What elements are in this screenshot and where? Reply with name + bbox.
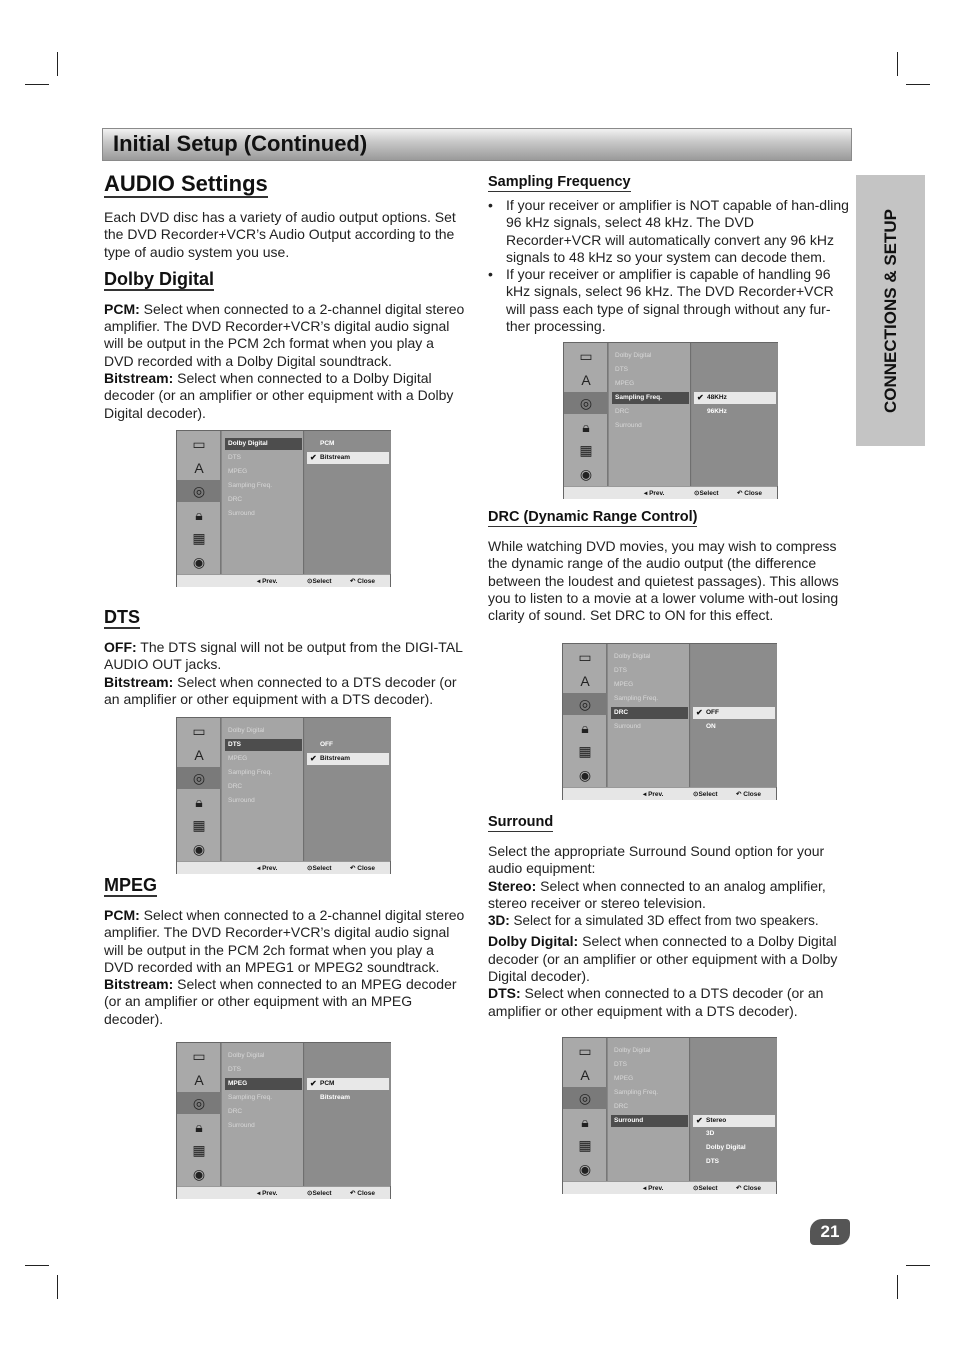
header-bar (102, 128, 852, 161)
osd-option-item[interactable] (693, 1156, 775, 1168)
osd-sampling-freq (563, 342, 778, 499)
section-title: AUDIO Settings (104, 171, 268, 196)
osd-menu-item[interactable]: Surround (228, 509, 255, 517)
audio-disc-icon[interactable]: ◎ (564, 392, 608, 414)
language-icon[interactable]: A (580, 1066, 590, 1083)
select-hint: ⊙Select (694, 490, 719, 497)
drc-text: While watching DVD movies, you may wish to compress the dynamic range of the audio output (the difference between the loudest and quietest passages). This allows you to listen to a movie at a lower volume with-out losing clarity of sound. Set DRC to ON for this effect. (488, 538, 839, 624)
osd-option-list (305, 718, 391, 861)
term-text: Select when connected to a Dolby Digital decoder (or an amplifier or other equipment with a Dolby Digital decoder). (488, 933, 838, 985)
term-label: 3D: (488, 913, 510, 929)
osd-menu-item[interactable]: Dolby Digital (228, 1052, 265, 1059)
osd-option-item[interactable] (693, 707, 775, 719)
disc-icon[interactable]: ◉ (192, 840, 206, 857)
osd-menu-item[interactable]: MPEG (228, 467, 248, 475)
osd-option-label: 3D (706, 1130, 715, 1138)
osd-icon-strip (177, 1043, 221, 1186)
osd-dolby-digital (176, 430, 391, 587)
lock-icon[interactable]: 🔒︎ (581, 1113, 589, 1130)
disc-icon[interactable]: ◉ (579, 465, 593, 482)
osd-menu-item[interactable]: DRC (615, 407, 630, 415)
osd-icon-strip (564, 343, 608, 486)
osd-option-label: ON (706, 722, 716, 730)
osd-option-list (305, 1043, 391, 1186)
term-label: PCM: (104, 907, 140, 923)
osd-footer (177, 1186, 390, 1199)
osd-menu-item[interactable]: Dolby Digital (225, 438, 302, 450)
prev-hint: ◂ Prev. (257, 578, 278, 585)
mpeg-pcm-text (104, 907, 466, 976)
osd-menu-list (222, 1043, 304, 1186)
dolby-pcm-text (104, 301, 466, 370)
audio-disc-icon[interactable]: ◎ (177, 480, 221, 502)
osd-option-list (692, 343, 778, 486)
osd-option-label: Dolby Digital (706, 1144, 746, 1152)
mpeg-section (104, 875, 466, 1028)
term-text: Select when connected to a Dolby Digital decoder (or an amplifier or other equipment with a Dolby Digital decoder). (104, 370, 454, 421)
drc-heading: DRC (Dynamic Range Control) (488, 509, 698, 525)
osd-option-label: 48KHz (707, 393, 727, 401)
select-hint: ⊙Select (307, 865, 332, 872)
surround-dts-text (488, 985, 852, 1020)
osd-option-item[interactable] (693, 1142, 775, 1154)
select-hint: ⊙Select (693, 1185, 718, 1192)
osd-menu-item[interactable]: DRC (614, 1102, 629, 1110)
recording-icon[interactable]: ▦ (578, 1137, 592, 1153)
osd-menu-item[interactable]: DRC (228, 782, 243, 790)
osd-menu-item[interactable]: Surround (614, 722, 641, 730)
dts-bitstream-text (104, 674, 466, 709)
term-label: Dolby Digital: (488, 933, 579, 950)
osd-footer (177, 574, 390, 587)
language-icon[interactable]: A (194, 1071, 204, 1088)
recording-icon[interactable]: ▦ (192, 530, 206, 546)
osd-option-item[interactable] (307, 1092, 389, 1104)
select-hint: ⊙Select (693, 791, 718, 798)
osd-option-label: OFF (706, 708, 719, 716)
audio-disc-icon[interactable]: ◎ (177, 1092, 221, 1114)
osd-menu-list (222, 718, 304, 861)
osd-option-label: DTS (706, 1158, 719, 1166)
checkmark-icon: ✔ (310, 1078, 317, 1088)
osd-icon-strip (177, 718, 221, 861)
osd-option-item[interactable] (694, 406, 776, 418)
surround-section (488, 813, 852, 1020)
tv-icon[interactable]: ▭ (578, 649, 592, 665)
osd-mpeg (176, 1042, 391, 1199)
lock-icon[interactable]: 🔒︎ (581, 719, 589, 736)
tv-icon[interactable]: ▭ (578, 1043, 592, 1059)
osd-footer (563, 1181, 776, 1194)
term-text: Select when connected to a DTS decoder (or an amplifier or other equipment with a DTS decoder). (488, 985, 824, 1019)
osd-menu-item[interactable]: Sampling Freq. (228, 768, 273, 776)
prev-hint: ◂ Prev. (644, 490, 665, 497)
section-tab (856, 175, 925, 446)
term-text: Select for a simulated 3D effect from two speakers. (509, 913, 819, 929)
osd-option-item[interactable] (693, 1115, 775, 1127)
mpeg-bitstream-text (104, 976, 466, 1028)
osd-menu-item[interactable]: MPEG (614, 680, 634, 688)
osd-footer (177, 861, 390, 874)
recording-icon[interactable]: ▦ (579, 442, 593, 458)
term-text: Select when connected to a 2-channel digital stereo amplifier. The DVD Recorder+VCR’s digital audio signal will be output in the PCM 2ch format when you play a DVD recorded with a Dolby Digital soundtrack. (104, 300, 465, 369)
term-text: Select when connected to a 2-channel digital stereo amplifier. The DVD Recorder+VCR’s digital audio signal will be output in the PCM 2ch format when you play a DVD recorded with an MPEG1 or MPEG2 soundtrack. (104, 907, 465, 975)
recording-icon[interactable]: ▦ (578, 743, 592, 759)
close-hint: ↶ Close (350, 1190, 375, 1197)
osd-option-list (691, 644, 777, 787)
prev-hint: ◂ Prev. (643, 1185, 664, 1192)
language-icon[interactable]: A (194, 746, 204, 763)
osd-option-label: Stereo (706, 1116, 727, 1124)
crop-mark (897, 1275, 898, 1299)
osd-icon-strip (563, 1038, 607, 1181)
page-title: Initial Setup (Continued) (113, 131, 368, 156)
osd-menu-item[interactable]: DTS (614, 666, 627, 674)
select-hint: ⊙Select (307, 578, 332, 585)
lock-icon[interactable]: 🔒︎ (195, 506, 203, 523)
tv-icon[interactable]: ▭ (192, 723, 206, 739)
osd-dts (176, 717, 391, 874)
prev-hint: ◂ Prev. (257, 865, 278, 872)
close-hint: ↶ Close (736, 791, 761, 798)
sampling-bullets (488, 197, 850, 335)
osd-footer (564, 486, 777, 499)
bullet-item: • If your receiver or amplifier is capable of handling 96 kHz signals, select 96 kHz. The DVD Recorder+VCR will pass each type of signal through without any fur-ther processing. (488, 266, 850, 335)
osd-menu-item[interactable]: DTS (614, 1060, 627, 1068)
osd-menu-item[interactable]: Sampling Freq. (228, 481, 273, 489)
osd-option-label: PCM (320, 1079, 335, 1087)
osd-menu-item[interactable]: DRC (228, 1107, 243, 1115)
crop-mark (57, 52, 58, 76)
language-icon[interactable]: A (580, 672, 590, 689)
term-label: Stereo: (488, 877, 537, 894)
term-text: Select when connected to an analog amplifier, stereo receiver or stereo television. (488, 877, 826, 911)
language-icon[interactable]: A (581, 371, 591, 388)
lock-icon[interactable]: 🔒︎ (195, 793, 203, 810)
recording-icon[interactable]: ▦ (192, 817, 206, 833)
disc-icon[interactable]: ◉ (578, 766, 592, 783)
osd-option-item[interactable] (693, 721, 775, 733)
close-hint: ↶ Close (350, 578, 375, 585)
checkmark-icon: ✔ (696, 707, 703, 717)
osd-option-label: Bitstream (320, 754, 350, 762)
intro-text: Each DVD disc has a variety of audio output options. Set the DVD Recorder+VCR’s Audio Output according to the type of audio system you use. (104, 209, 456, 260)
osd-option-item[interactable] (307, 739, 389, 751)
osd-icon-strip (563, 644, 607, 787)
osd-option-item[interactable] (307, 1078, 389, 1090)
checkmark-icon: ✔ (696, 1115, 703, 1125)
osd-option-label: PCM (320, 440, 335, 447)
osd-option-label: OFF (320, 740, 333, 748)
checkmark-icon: ✔ (697, 392, 704, 402)
osd-option-item[interactable] (307, 452, 389, 464)
osd-option-item[interactable] (307, 753, 389, 765)
osd-option-list (305, 431, 391, 574)
term-label: Bitstream: (104, 673, 174, 690)
osd-menu-item[interactable]: Surround (611, 1115, 688, 1127)
crop-mark (906, 84, 930, 85)
dolby-bitstream-text (104, 370, 466, 422)
page-number: 21 (810, 1219, 850, 1245)
crop-mark (25, 84, 49, 85)
osd-option-item[interactable] (307, 438, 389, 450)
osd-menu-item[interactable]: MPEG (615, 379, 635, 387)
audio-disc-icon[interactable]: ◎ (563, 693, 607, 715)
osd-option-label: Bitstream (320, 1093, 350, 1101)
sampling-heading: Sampling Frequency (488, 174, 631, 190)
osd-option-label: Bitstream (320, 453, 350, 461)
osd-icon-strip (177, 431, 221, 574)
osd-menu-item[interactable]: MPEG (228, 754, 248, 762)
recording-icon[interactable]: ▦ (192, 1142, 206, 1158)
tv-icon[interactable]: ▭ (579, 348, 593, 364)
osd-menu-item[interactable]: DTS (615, 365, 628, 373)
term-label: DTS: (488, 985, 521, 1002)
osd-menu-item[interactable]: MPEG (225, 1078, 302, 1090)
osd-option-list (691, 1038, 777, 1181)
term-text: Select when connected to an MPEG decoder (or an amplifier or other equipment with an MPEG decoder). (104, 976, 457, 1027)
surround-heading: Surround (488, 814, 554, 830)
term-label: Bitstream: (104, 976, 174, 993)
dts-heading: DTS (104, 607, 140, 627)
term-label: Bitstream: (104, 370, 174, 387)
audio-disc-icon[interactable]: ◎ (177, 767, 221, 789)
term-text: The DTS signal will not be output from the DIGI-TAL AUDIO OUT jacks. (104, 639, 463, 673)
osd-surround (562, 1037, 777, 1194)
prev-hint: ◂ Prev. (643, 791, 664, 798)
term-label: PCM: (104, 300, 140, 317)
select-hint: ⊙Select (307, 1190, 332, 1197)
tv-icon[interactable]: ▭ (192, 1048, 206, 1064)
osd-menu-item[interactable]: DTS (228, 1065, 241, 1073)
close-hint: ↶ Close (736, 1185, 761, 1192)
term-label: OFF: (104, 639, 137, 655)
osd-menu-item[interactable]: DRC (611, 707, 688, 719)
surround-stereo-text (488, 878, 852, 913)
bullet-item: • If your receiver or amplifier is NOT capable of han-dling 96 kHz signals, select 48 kHz. The DVD Recorder+VCR will automatically convert any 96 kHz signals to 48 kHz so your system can decode them. (488, 197, 850, 266)
drc-section (488, 508, 852, 624)
osd-footer (563, 787, 776, 800)
close-hint: ↶ Close (350, 865, 375, 872)
surround-dolby-text (488, 933, 852, 985)
osd-menu-item[interactable]: Sampling Freq. (612, 392, 689, 404)
osd-menu-item[interactable]: Dolby Digital (614, 653, 651, 660)
osd-menu-item[interactable]: Surround (228, 1121, 255, 1129)
osd-menu-list (608, 1038, 690, 1181)
disc-icon[interactable]: ◉ (192, 1165, 206, 1182)
checkmark-icon: ✔ (310, 452, 317, 462)
close-hint: ↶ Close (737, 490, 762, 497)
osd-menu-item[interactable]: Surround (228, 796, 255, 804)
sampling-section (488, 173, 850, 335)
osd-menu-item[interactable]: Dolby Digital (615, 352, 652, 359)
osd-menu-item[interactable]: Sampling Freq. (614, 694, 659, 702)
osd-menu-item[interactable]: Dolby Digital (614, 1047, 651, 1054)
osd-menu-item[interactable]: Sampling Freq. (614, 1088, 659, 1096)
crop-mark (25, 1265, 49, 1266)
lock-icon[interactable]: 🔒︎ (195, 1118, 203, 1135)
surround-3d-text (488, 912, 852, 929)
lock-icon[interactable]: 🔒︎ (582, 418, 590, 435)
osd-menu-item[interactable]: Sampling Freq. (228, 1093, 273, 1101)
osd-menu-item[interactable]: DTS (228, 453, 241, 461)
crop-mark (906, 1265, 930, 1266)
osd-menu-item[interactable]: MPEG (614, 1074, 634, 1082)
prev-hint: ◂ Prev. (257, 1190, 278, 1197)
crop-mark (57, 1275, 58, 1299)
dolby-heading: Dolby Digital (104, 268, 215, 289)
left-column (104, 172, 466, 422)
osd-option-item[interactable] (693, 1128, 775, 1140)
osd-option-label: 96KHz (707, 407, 727, 415)
audio-disc-icon[interactable]: ◎ (563, 1087, 607, 1109)
surround-intro: Select the appropriate Surround Sound option for your audio equipment: (488, 843, 825, 877)
osd-menu-item[interactable]: DRC (228, 495, 243, 503)
osd-drc (562, 643, 777, 800)
osd-menu-item[interactable]: Dolby Digital (228, 727, 265, 734)
term-text: Select when connected to a DTS decoder (or an amplifier or other equipment with a DTS decoder). (104, 673, 457, 707)
disc-icon[interactable]: ◉ (192, 553, 206, 570)
osd-menu-item[interactable]: DTS (225, 739, 302, 751)
dts-off-text (104, 639, 466, 674)
disc-icon[interactable]: ◉ (578, 1160, 592, 1177)
mpeg-heading: MPEG (104, 875, 158, 895)
tv-icon[interactable]: ▭ (192, 436, 206, 452)
osd-menu-list (222, 431, 304, 574)
section-tab-label: CONNECTIONS & SETUP (880, 208, 900, 413)
checkmark-icon: ✔ (310, 753, 317, 763)
language-icon[interactable]: A (194, 459, 204, 476)
dts-section (104, 607, 466, 708)
osd-option-item[interactable] (694, 392, 776, 404)
osd-menu-list (609, 343, 691, 486)
crop-mark (897, 52, 898, 76)
osd-menu-item[interactable]: Surround (615, 421, 642, 429)
osd-menu-list (608, 644, 690, 787)
